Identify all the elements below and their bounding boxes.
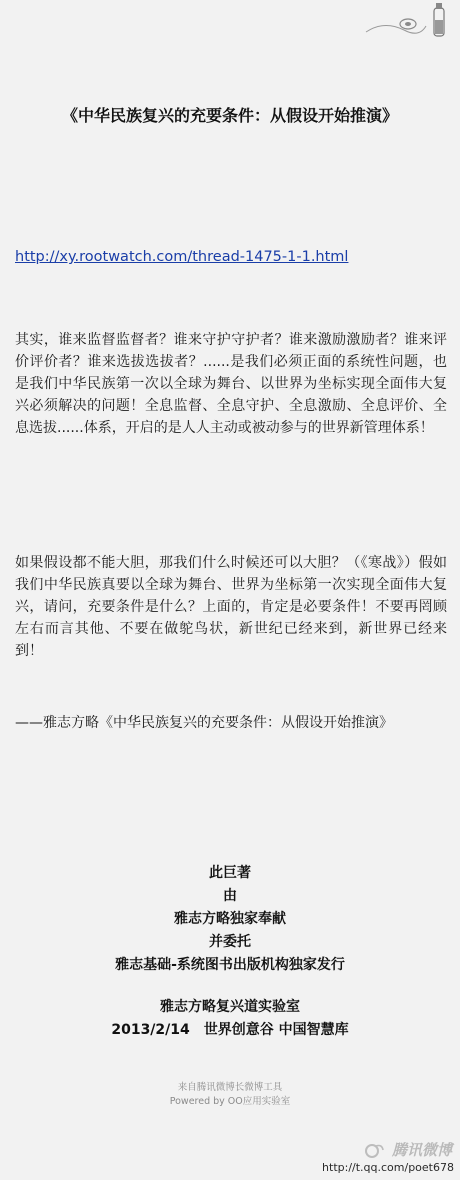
credit-line: 由 — [223, 888, 237, 904]
weibo-logo-icon — [363, 1142, 385, 1160]
weibo-watermark — [302, 1139, 452, 1161]
paragraph-2: 如果假设都不能大胆，那我们什么时候还可以大胆？（《寒战》）假如我们中华民族真要以全球为舞台、世界为坐标第一次实现全面伟大复兴，请问，充要条件是什么？上面的，肯定是必要条件！不要再罔顾左右而言其他、不要在做鸵鸟状，新世纪已经来到，新世界已经来到！ — [15, 555, 447, 659]
footer-line-1: 来自腾讯微博长微博工具 — [177, 1082, 283, 1093]
credit-line: 雅志基础-系统图书出版机构独家发行 — [115, 957, 345, 973]
credit-line: 并委托 — [209, 934, 251, 950]
tool-footer — [0, 1081, 460, 1109]
credit-line: 雅志方略独家奉献 — [174, 911, 286, 927]
credit-date-line: 2013/2/14 世界创意谷 中国智慧库 — [111, 1022, 349, 1038]
paragraph-1: 其实，谁来监督监督者？谁来守护守护者？谁来激励激励者？谁来评价评价者？谁来选拔选拔者？......是我们必须正面的系统性问题，也是我们中华民族第一次以全球为舞台、以世界为坐标实现全面伟大复兴必须解决的问题！全息监督、全息守护、全息激励、全息评价、全息选拔......体系，开启的是人人主动或被动参与的世界新管理体系！ — [15, 332, 447, 436]
credit-line: 此巨著 — [209, 865, 251, 881]
credit-line: 雅志方略复兴道实验室 — [160, 999, 300, 1015]
source-link[interactable]: http://xy.rootwatch.com/thread-1475-1-1.html — [15, 249, 349, 265]
credits-block — [0, 862, 460, 1042]
watermark-brand: 腾讯微博 — [391, 1141, 452, 1159]
watermark-url: http://t.qq.com/poet678 — [322, 1161, 454, 1174]
footer-line-2: Powered by OO应用实验室 — [169, 1096, 291, 1107]
paragraph-3-signature: ——雅志方略《中华民族复兴的充要条件：从假设开始推演》 — [15, 715, 393, 731]
bottle-doodle-icon — [364, 2, 454, 46]
article-title: 《中华民族复兴的充要条件：从假设开始推演》 — [61, 106, 398, 125]
